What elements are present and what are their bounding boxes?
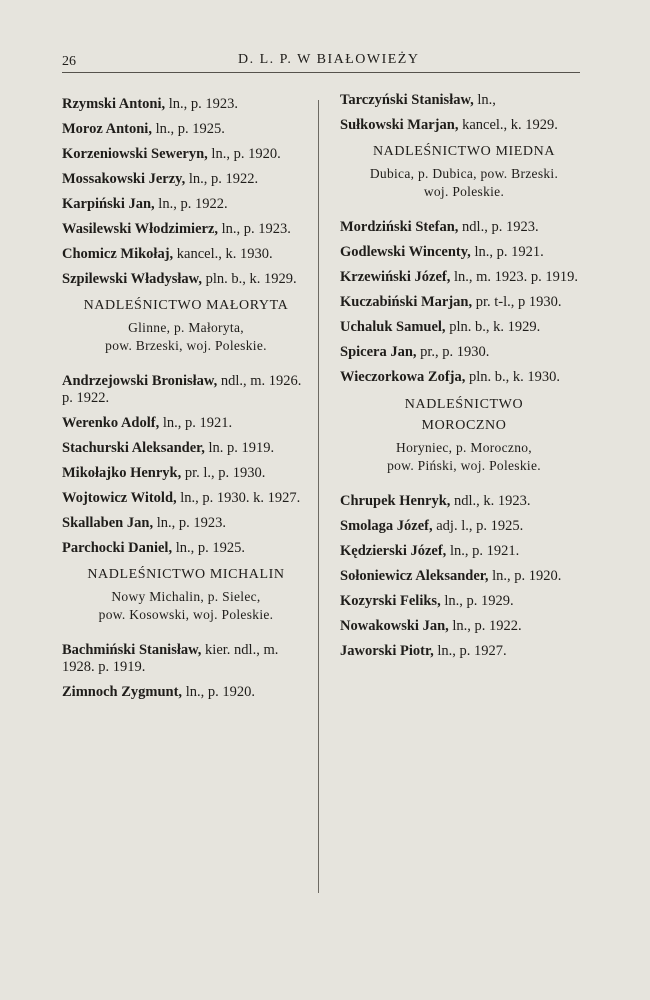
list-item (62, 415, 310, 432)
entry-name: Chomicz Mikołaj, (62, 246, 174, 262)
list-item (62, 121, 310, 138)
entry-name: Werenko Adolf, (62, 415, 160, 431)
entry-details: ln., p. 1920. (185, 684, 255, 700)
section-miedna (340, 142, 588, 386)
entry-details: ln., p. 1923. (221, 221, 291, 237)
entry-name: Skallaben Jan, (62, 515, 154, 531)
entry-details: ln., p. 1921. (449, 543, 520, 559)
list-item (340, 643, 588, 660)
entry-name: Tarczyński Stanisław, (340, 92, 474, 108)
entry-name: Szpilewski Władysław, (62, 271, 202, 287)
entry-details: ln., p. 1923. (156, 515, 226, 531)
section-title: NADLEŚNICTWO MICHALIN (87, 567, 285, 582)
list-item (340, 493, 588, 510)
entry-name: Bachmiński Stanisław, (62, 642, 202, 658)
entry-details: ln., p. 1923. (168, 96, 239, 112)
list-item (62, 540, 310, 557)
list-item (340, 518, 588, 535)
list-item (340, 344, 588, 361)
section-moroczno (340, 394, 588, 660)
list-item (340, 618, 588, 635)
entry-details: ln., p. 1921. (162, 415, 233, 431)
entry-name: Krzewiński Józef, (340, 269, 451, 285)
section-address (340, 165, 588, 201)
entry-details: pln. b., k. 1929. (449, 319, 541, 335)
address-line: pow. Kosowski, woj. Poleskie. (98, 607, 274, 622)
address-line: Glinne, p. Małoryta, (128, 320, 244, 335)
section-michalin (62, 565, 310, 701)
entry-details: kancel., k. 1930. (176, 246, 273, 262)
list-item (340, 92, 588, 109)
entry-name: Mordziński Stefan, (340, 219, 459, 235)
entry-name: Chrupek Henryk, (340, 493, 451, 509)
column-divider (318, 100, 319, 893)
page-header (62, 52, 580, 73)
entry-details: kancel., k. 1929. (462, 117, 558, 133)
list-item (340, 244, 588, 261)
entry-details: ndl., p. 1923. (462, 219, 539, 235)
entry-details: pln. b., k. 1929. (205, 271, 297, 287)
entry-details: pr. t-l., p 1930. (475, 294, 562, 310)
entries-list (340, 92, 588, 134)
list-item (62, 146, 310, 163)
entry-name: Wojtowicz Witold, (62, 490, 177, 506)
entry-name: Jaworski Piotr, (340, 643, 434, 659)
entry-details: ln. p. 1919. (208, 440, 275, 456)
list-item (340, 319, 588, 336)
address-line: Nowy Michalin, p. Sielec, (111, 589, 261, 604)
entry-details: pln. b., k. 1930. (469, 369, 561, 385)
entry-name: Zimnoch Zygmunt, (62, 684, 183, 700)
entry-name: Kozyrski Feliks, (340, 593, 441, 609)
right-column (340, 92, 588, 668)
entry-details: ln., p. 1925. (155, 121, 225, 137)
entry-details: ln., p. 1929. (444, 593, 514, 609)
list-item (340, 593, 588, 610)
list-item (62, 373, 310, 407)
entry-name: Karpiński Jan, (62, 196, 155, 212)
entry-name: Rzymski Antoni, (62, 96, 166, 112)
list-item (340, 117, 588, 134)
entry-name: Mossakowski Jerzy, (62, 171, 186, 187)
list-item (340, 369, 588, 386)
entry-details: ln., p. 1930. k. 1927. (180, 490, 301, 506)
entry-details: ln., p. 1920. (492, 568, 562, 584)
list-item (62, 246, 310, 263)
list-item (62, 642, 310, 676)
address-line: pow. Piński, woj. Poleskie. (387, 458, 541, 473)
entry-name: Kędzierski Józef, (340, 543, 447, 559)
address-line: Horyniec, p. Moroczno, (396, 440, 532, 455)
entry-details: ln., p. 1920. (211, 146, 281, 162)
address-line: Dubica, p. Dubica, pow. Brzeski. (369, 166, 559, 181)
section-title-line: NADLEŚNICTWO (404, 397, 524, 412)
entry-name: Nowakowski Jan, (340, 618, 449, 634)
section-title (340, 394, 588, 436)
entry-details: ln., m. 1923. p. 1919. (453, 269, 579, 285)
list-item (62, 171, 310, 188)
section-title-line: MOROCZNO (421, 418, 507, 433)
section-title: NADLEŚNICTWO MIEDNA (372, 144, 556, 159)
list-item (62, 196, 310, 213)
entry-name: Wasilewski Włodzimierz, (62, 221, 219, 237)
entry-details: ln., p. 1922. (158, 196, 228, 212)
list-item (340, 568, 588, 585)
list-item (62, 465, 310, 482)
list-item (340, 294, 588, 311)
section-address (340, 439, 588, 475)
list-item (340, 543, 588, 560)
entry-name: Spicera Jan, (340, 344, 417, 360)
entry-name: Stachurski Aleksander, (62, 440, 205, 456)
entry-details: kier. ndl., m. 1928. p. 1919. (62, 642, 279, 675)
address-line: pow. Brzeski, woj. Poleskie. (105, 338, 267, 353)
list-item (62, 440, 310, 457)
entry-name: Andrzejowski Bronisław, (62, 373, 218, 389)
entry-name: Godlewski Wincenty, (340, 244, 471, 260)
entry-name: Sułkowski Marjan, (340, 117, 459, 133)
left-column (62, 96, 310, 709)
entry-details: pr. l., p. 1930. (184, 465, 266, 481)
running-head: D. L. P. W BIAŁOWIEŻY (238, 52, 420, 67)
entry-name: Kuczabiński Marjan, (340, 294, 473, 310)
list-item (340, 219, 588, 236)
entry-details: adj. l., p. 1925. (436, 518, 524, 534)
entry-name: Parchocki Daniel, (62, 540, 173, 556)
entry-details: ndl., k. 1923. (454, 493, 531, 509)
page-number: 26 (62, 54, 76, 69)
address-line: woj. Poleskie. (423, 184, 505, 199)
entry-details: ln., p. 1925. (175, 540, 245, 556)
entry-name: Wieczorkowa Zofja, (340, 369, 466, 385)
section-address (62, 588, 310, 624)
entry-details: ln., p. 1922. (452, 618, 522, 634)
entry-details: ndl., m. 1926. p. 1922. (62, 373, 302, 406)
section-address (62, 319, 310, 355)
entry-name: Moroz Antoni, (62, 121, 152, 137)
list-item (62, 515, 310, 532)
entry-details: ln., p. 1922. (188, 171, 259, 187)
list-item (62, 96, 310, 113)
section-title: NADLEŚNICTWO MAŁORYTA (83, 298, 289, 313)
list-item (62, 490, 310, 507)
list-item (62, 271, 310, 288)
list-item (62, 684, 310, 701)
entry-name: Uchaluk Samuel, (340, 319, 446, 335)
entry-name: Sołoniewicz Aleksander, (340, 568, 489, 584)
entry-details: ln., p. 1921. (474, 244, 544, 260)
list-item (62, 221, 310, 238)
entry-details: ln., p. 1927. (437, 643, 507, 659)
entry-name: Smolaga Józef, (340, 518, 433, 534)
entry-name: Mikołajko Henryk, (62, 465, 182, 481)
list-item (340, 269, 588, 286)
entry-details: ln., (477, 92, 496, 108)
section-maloryta (62, 296, 310, 557)
entry-details: pr., p. 1930. (420, 344, 490, 360)
entry-name: Korzeniowski Seweryn, (62, 146, 208, 162)
entries-list (62, 96, 310, 288)
